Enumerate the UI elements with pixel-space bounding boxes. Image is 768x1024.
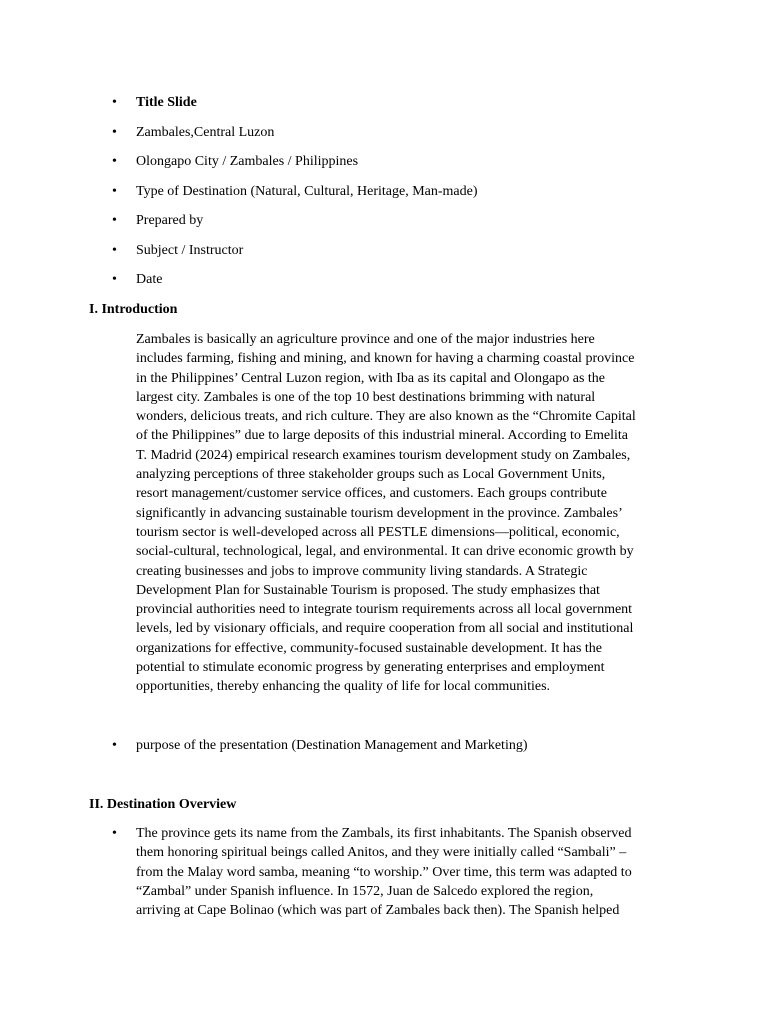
paragraph-line: creating businesses and jobs to improve community living standards. A Strategic [136,563,588,579]
paragraph-line: Development Plan for Sustainable Tourism is proposed. The study emphasizes that [136,582,600,598]
bullet-icon: • [112,826,117,841]
bullet-text: Title Slide [136,95,197,110]
bullet-icon: • [112,154,117,169]
bullet-icon: • [112,213,117,228]
section-heading-destination-overview: II. Destination Overview [89,797,237,812]
paragraph-line: arriving at Cape Bolinao (which was part of Zambales back then). The Spanish helped [136,903,620,919]
bullet-text: Zambales,Central Luzon [136,124,275,140]
title-bullet-list [112,93,712,300]
bullet-icon: • [112,124,117,140]
bullet-text: Date [136,272,163,287]
bullet-text: Prepared by [136,213,204,228]
bullet-text: Type of Destination (Natural, Cultural, Heritage, Man-made) [136,183,478,199]
bullet-icon: • [112,95,117,110]
bullet-icon: • [112,738,117,753]
paragraph-line: opportunities, thereby enhancing the quality of life for local communities. [136,679,551,695]
paragraph-line: significantly in advancing sustainable tourism development in the province. Zambales’ [136,505,623,521]
paragraph-line: T. Madrid (2024) empirical research examines tourism development study on Zambales, [136,447,631,463]
paragraph-line: potential to stimulate economic progress by generating enterprises and employment [136,660,605,676]
bullet-text: purpose of the presentation (Destination Management and Marketing) [136,738,528,753]
introduction-paragraph [136,330,684,697]
section-heading-introduction: I. Introduction [89,302,178,317]
paragraph-line: “Zambal” under Spanish influence. In 1572, Juan de Salcedo explored the region, [136,883,594,899]
bullet-item-province-history [112,824,736,920]
paragraph-line: largest city. Zambales is one of the top 10 best destinations brimming with natural [136,389,596,405]
paragraph-line: wonders, delicious treats, and rich culture. They are also known as the “Chromite Capital [136,409,636,425]
paragraph-line: of the Philippines” due to large deposits of this industrial mineral. According to Emelita [136,428,628,444]
bullet-item-subject [112,241,712,261]
bullet-item-place [112,152,712,172]
bullet-text: Olongapo City / Zambales / Philippines [136,154,359,169]
bullet-item-title-slide [112,93,712,113]
bullet-item-location [112,123,712,143]
paragraph-line: tourism sector is well-developed across all PESTLE dimensions—political, economic, [136,524,620,540]
paragraph-line: The province gets its name from the Zambals, its first inhabitants. The Spanish observed [136,826,632,841]
paragraph-line: resort management/customer service offices, and customers. Each groups contribute [136,486,607,502]
paragraph-line: from the Malay word samba, meaning “to worship.” Over time, this term was adapted to [136,864,632,880]
bullet-item-prepared-by [112,211,712,231]
paragraph-line: analyzing perceptions of three stakeholder groups such as Local Government Units, [136,467,606,483]
paragraph-line: them honoring spiritual beings called Anitos, and they were initially called “Sambali” – [136,845,627,861]
bullet-item-purpose [112,736,736,756]
bullet-icon: • [112,183,117,199]
paragraph-line: Zambales is basically an agriculture province and one of the major industries here [136,332,595,347]
paragraph-line: in the Philippines’ Central Luzon region, with Iba as its capital and Olongapo as the [136,370,606,386]
bullet-item-destination-type [112,182,712,202]
paragraph-line: organizations for effective, community-focused sustainable development. It has the [136,640,603,656]
paragraph-line: includes farming, fishing and mining, and known for having a charming coastal province [136,351,635,367]
paragraph-line: social-cultural, technological, legal, and environmental. It can drive economic growth by [136,544,634,560]
paragraph-line: levels, led by visionary officials, and require cooperation from all social and institutional [136,621,634,637]
bullet-icon: • [112,272,117,287]
paragraph-line: provincial authorities need to integrate tourism requirements across all local government [136,602,633,618]
bullet-icon: • [112,242,117,258]
bullet-item-date [112,270,712,290]
bullet-text: Subject / Instructor [136,242,244,258]
